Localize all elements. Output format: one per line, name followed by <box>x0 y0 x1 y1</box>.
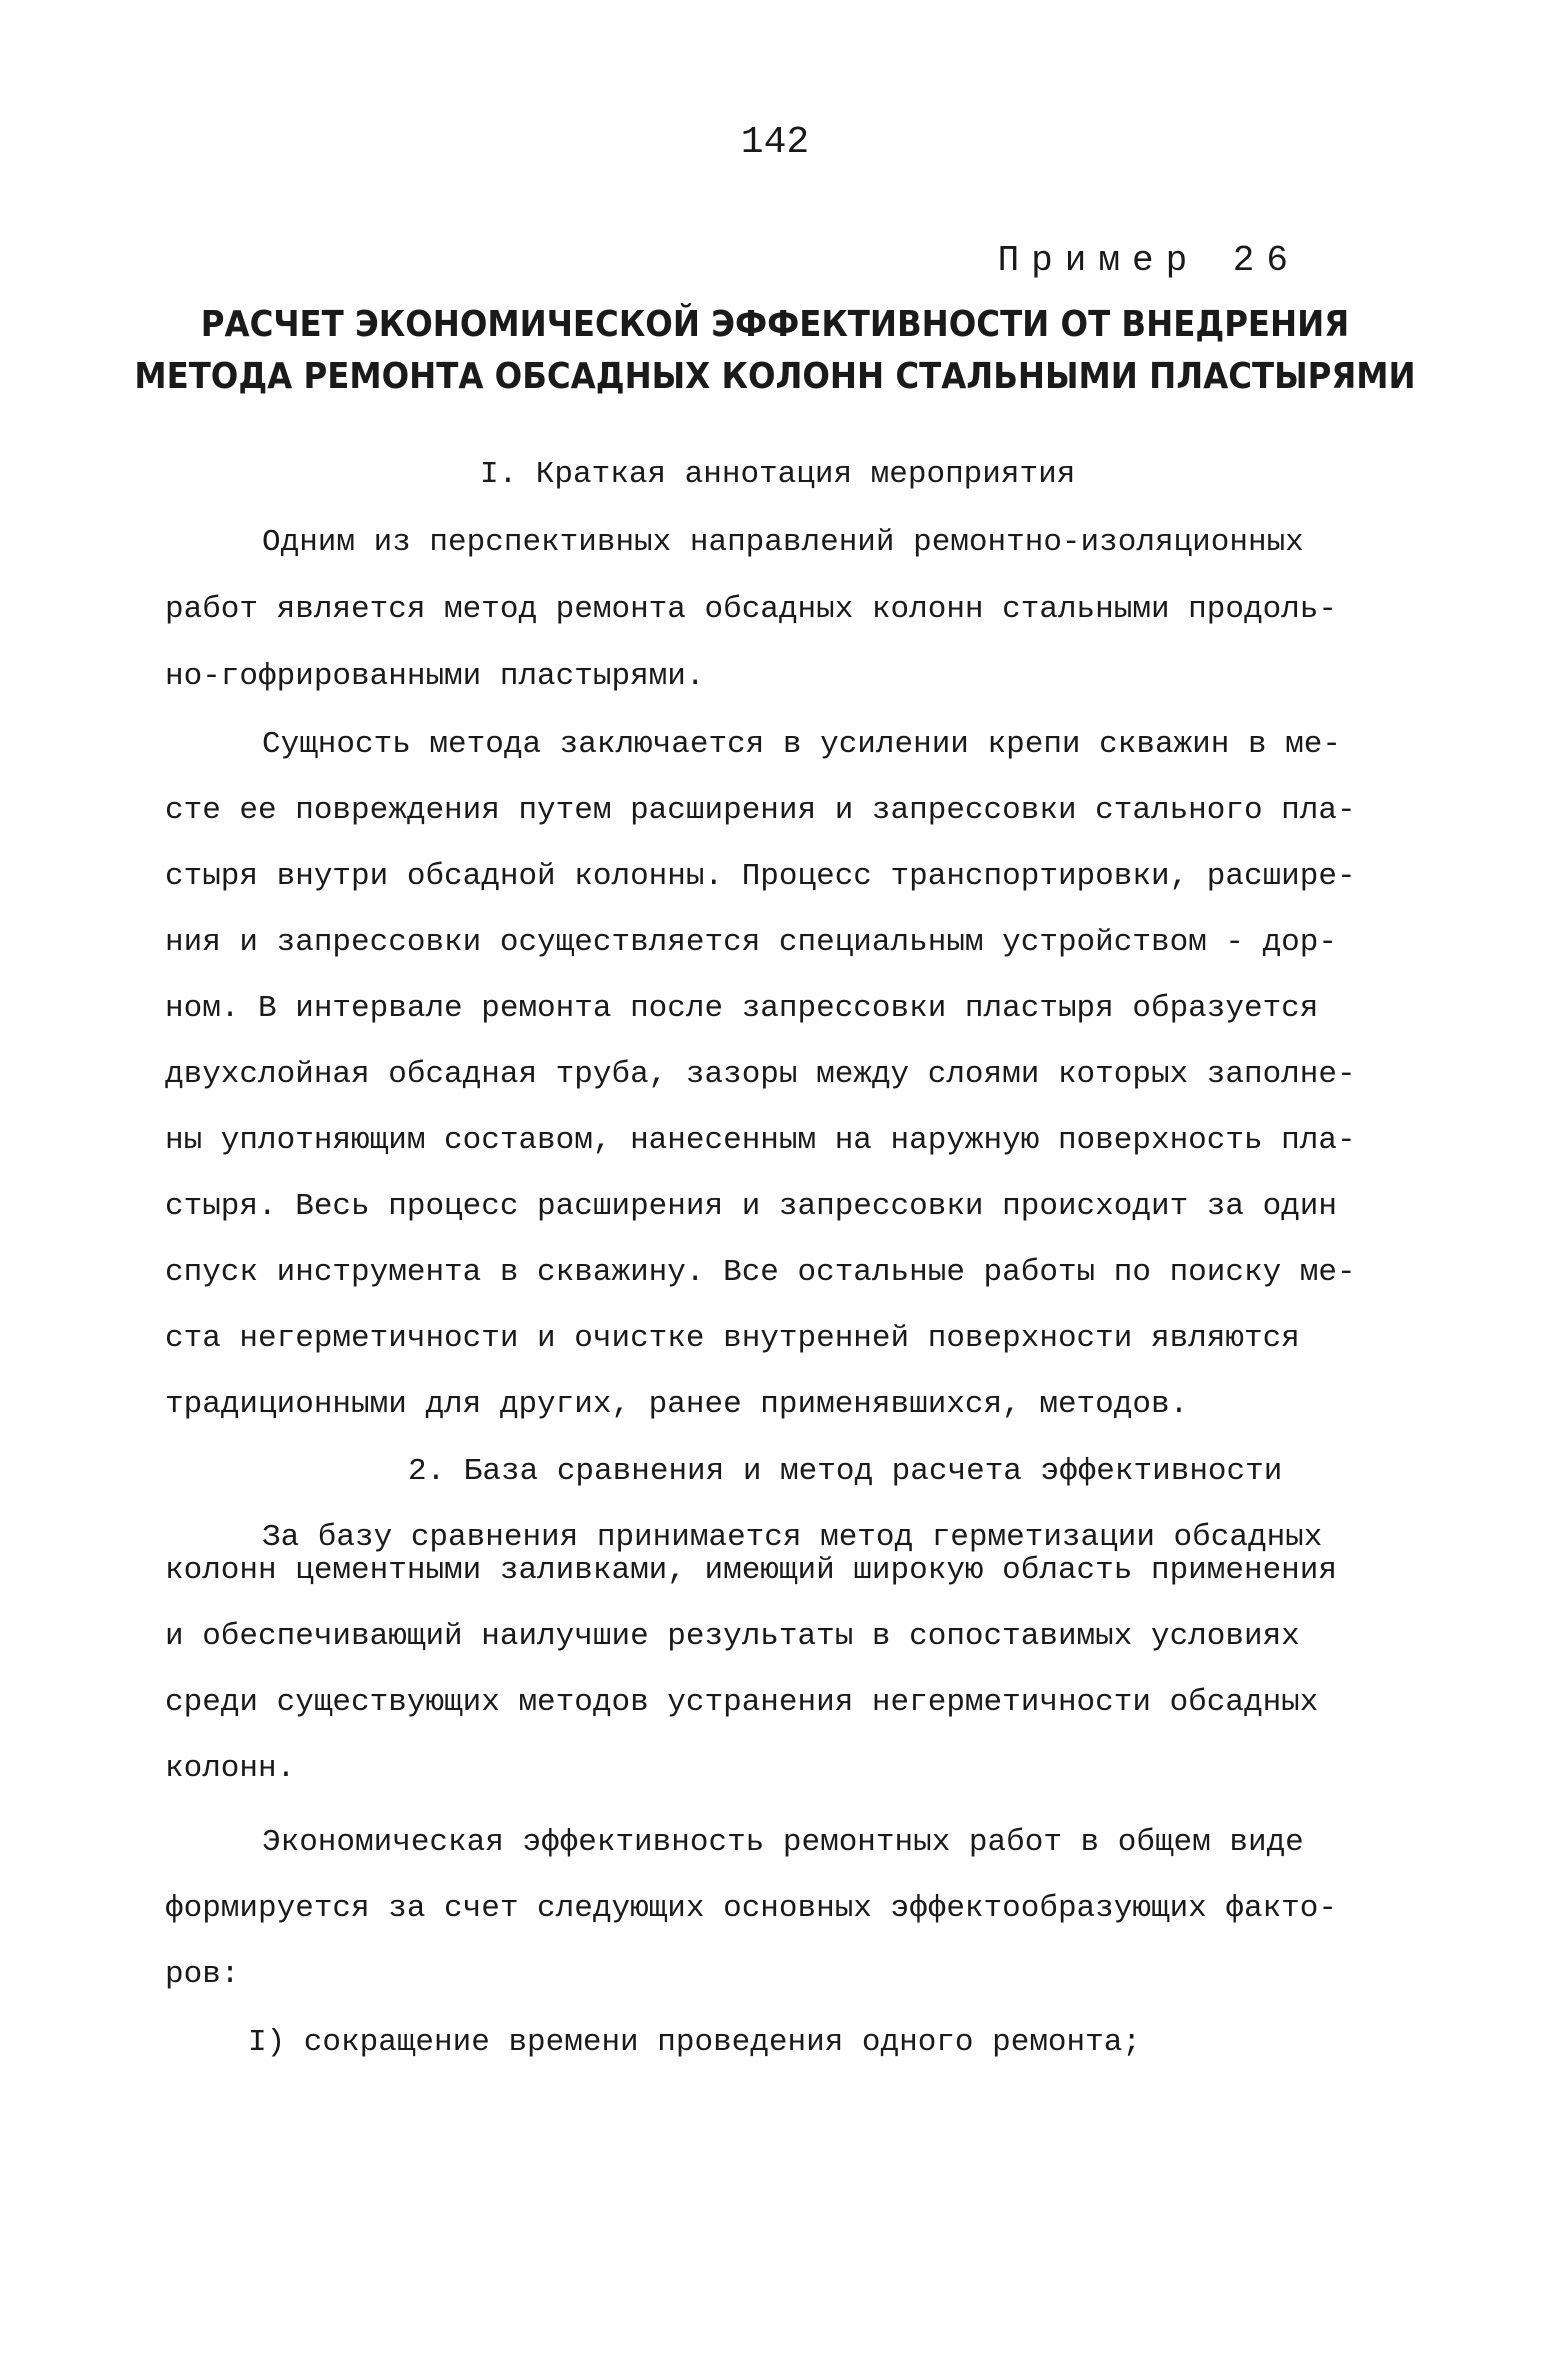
document-title-line-2: МЕТОДА РЕМОНТА ОБСАДНЫХ КОЛОНН СТАЛЬНЫМИ ПЛАСТЫРЯМИ <box>134 356 1416 397</box>
page-number: 142 <box>740 121 810 164</box>
section-2-para-2-line: Экономическая эффективность ремонтных работ в общем виде <box>262 1825 1304 1860</box>
section-2-para-1-line: колонн цементными заливками, имеющий широкую область применения <box>165 1553 1337 1588</box>
section-1-para-2-line: традиционными для других, ранее применявшихся, методов. <box>165 1387 1189 1422</box>
section-1-para-2-line: сте ее повреждения путем расширения и запрессовки стального пла- <box>165 793 1356 828</box>
example-label: Пример 26 <box>997 240 1300 281</box>
section-2-para-1-line: среди существующих методов устранения негерметичности обсадных <box>165 1685 1319 1720</box>
section-1-para-2-line: двухслойная обсадная труба, зазоры между слоями которых заполне- <box>165 1057 1356 1092</box>
section-2-list-item: I) сокращение времени проведения одного ремонта; <box>248 2025 1141 2060</box>
section-2-para-2-line: ров: <box>165 1957 240 1992</box>
section-1-para-1-line: но-гофрированными пластырями. <box>165 659 705 694</box>
section-1-para-2-line: спуск инструмента в скважину. Все остальные работы по поиску ме- <box>165 1255 1356 1290</box>
section-1-para-2-line: Сущность метода заключается в усилении крепи скважин в ме- <box>262 727 1341 762</box>
section-2-para-1-line: колонн. <box>165 1751 296 1786</box>
section-2-para-2-line: формируется за счет следующих основных эффектообразующих факто- <box>165 1891 1337 1926</box>
section-1-para-2-line: стыря. Весь процесс расширения и запрессовки происходит за один <box>165 1189 1337 1224</box>
section-2-para-1-line: За базу сравнения принимается метод герметизации обсадных <box>262 1520 1323 1555</box>
section-1-para-2-line: стыря внутри обсадной колонны. Процесс транспортировки, расшире- <box>165 859 1356 894</box>
section-1-para-2-line: ния и запрессовки осуществляется специальным устройством - дор- <box>165 925 1337 960</box>
section-2-para-1-line: и обеспечивающий наилучшие результаты в сопоставимых условиях <box>165 1619 1300 1654</box>
section-1-para-1-line: работ является метод ремонта обсадных колонн стальными продоль- <box>165 592 1337 627</box>
section-1-para-2-line: ны уплотняющим составом, нанесенным на наружную поверхность пла- <box>165 1123 1356 1158</box>
section-1-para-1-line: Одним из перспективных направлений ремонтно-изоляционных <box>262 525 1304 560</box>
section-2-heading: 2. База сравнения и метод расчета эффективности <box>408 1454 1283 1489</box>
document-title-line-1: РАСЧЕТ ЭКОНОМИЧЕСКОЙ ЭФФЕКТИВНОСТИ ОТ ВНЕДРЕНИЯ <box>200 304 1350 345</box>
section-1-heading: I. Краткая аннотация мероприятия <box>480 457 1076 492</box>
section-1-para-2-line: ном. В интервале ремонта после запрессовки пластыря образуется <box>165 991 1319 1026</box>
section-1-para-2-line: ста негерметичности и очистке внутренней поверхности являются <box>165 1321 1300 1356</box>
